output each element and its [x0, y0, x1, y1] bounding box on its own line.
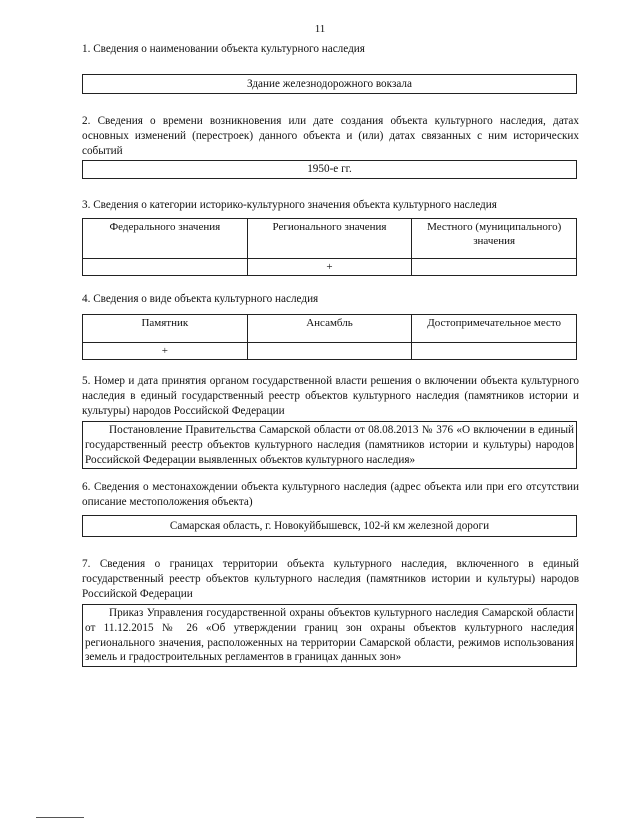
registry-decision-box: Постановление Правительства Самарской области от 08.08.2013 № 376 «О включении в единый государственный реестр объектов культурного наследия (памятников истории и культуры) народов Российской Федерации выявленных объектов культурного наследия»: [82, 421, 577, 469]
type-monument-header: Памятник: [83, 315, 248, 343]
creation-date-box: 1950-е гг.: [82, 160, 577, 179]
page-number: 11: [314, 23, 326, 35]
category-federal-header: Федерального значения: [83, 219, 248, 259]
location-box: Самарская область, г. Новокуйбышевск, 102-й км железной дороги: [82, 515, 577, 537]
section-2-heading: 2. Сведения о времени возникновения или дате создания объекта культурного наследия, датах основных изменений (перестроек) данного объекта и (или) датах связанных с ним исторических событий: [82, 115, 579, 157]
section-5-heading: 5. Номер и дата принятия органом государственной власти решения о включении объекта культурного наследия в единый государственный реестр объектов культурного наследия (памятников истории и культуры) народов Российской Федерации: [82, 375, 579, 417]
object-type-table: [82, 314, 577, 360]
category-local-header: Местного (муниципального) значения: [412, 219, 577, 259]
category-table: [82, 218, 577, 276]
category-regional-header: Регионального значения: [247, 219, 412, 259]
footnote-separator: [36, 817, 84, 818]
territory-boundaries-box: Приказ Управления государственной охраны объектов культурного наследия Самарской области от 11.12.2015 № 26 «Об утверждении границ зон охраны объектов культурного наследия регионального значения, расположенных на территории Самарской области, режимов использования земель и градостроительных регламентов в границах данных зон»: [82, 604, 577, 667]
section-7-heading: 7. Сведения о границах территории объекта культурного наследия, включенного в единый государственный реестр объектов культурного наследия (памятников истории и культуры) народов Российской Федерации: [82, 558, 579, 600]
type-landmark-mark: [412, 343, 577, 360]
category-federal-mark: [83, 259, 248, 276]
category-local-mark: [412, 259, 577, 276]
object-name-box: Здание железнодорожного вокзала: [82, 74, 577, 94]
type-ensemble-header: Ансамбль: [247, 315, 412, 343]
section-6-heading: 6. Сведения о местонахождении объекта культурного наследия (адрес объекта или при его отсутствии описание местоположения объекта): [82, 481, 579, 508]
type-landmark-header: Достопримечательное место: [412, 315, 577, 343]
section-3-heading: 3. Сведения о категории историко-культурного значения объекта культурного наследия: [82, 199, 497, 211]
type-monument-mark: +: [83, 343, 248, 360]
section-4-heading: 4. Сведения о виде объекта культурного наследия: [82, 293, 319, 305]
type-ensemble-mark: [247, 343, 412, 360]
section-1-heading: 1. Сведения о наименовании объекта культурного наследия: [82, 43, 365, 55]
category-regional-mark: +: [247, 259, 412, 276]
